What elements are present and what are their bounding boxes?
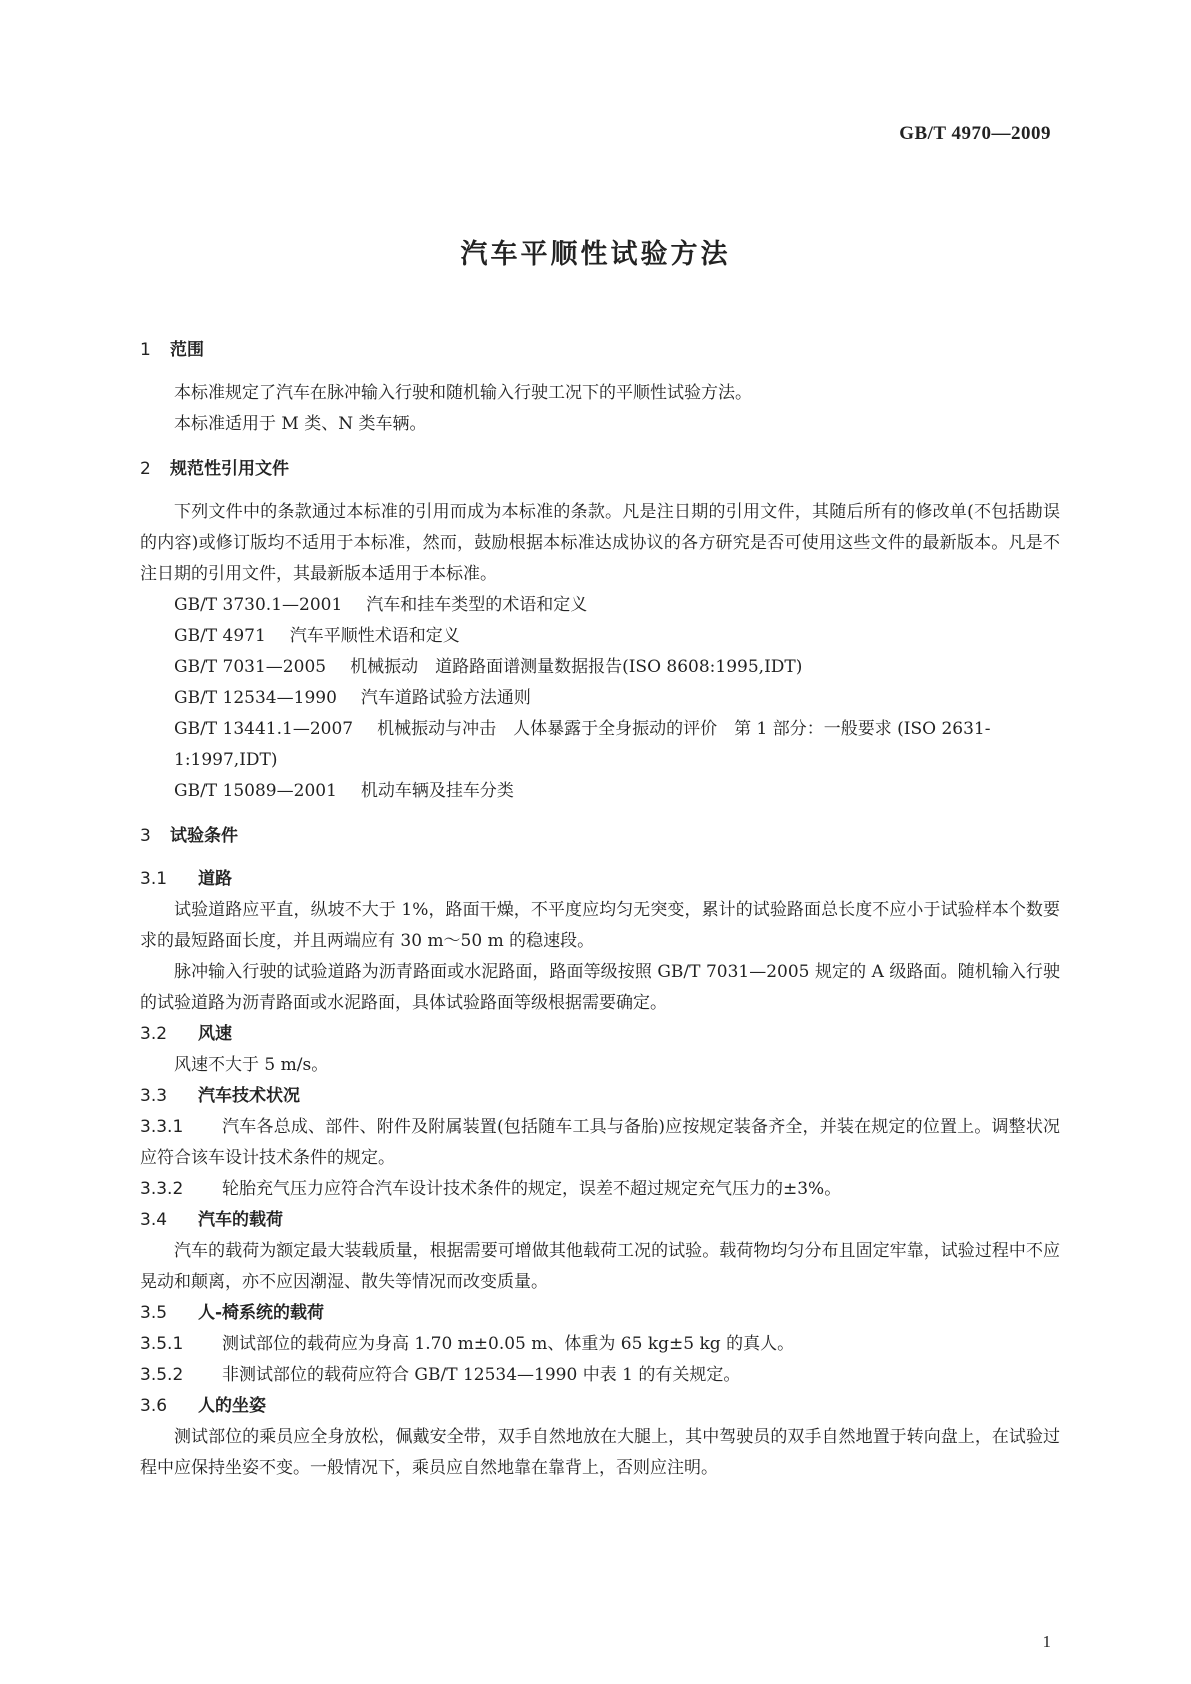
paragraph: 脉冲输入行驶的试验道路为沥青路面或水泥路面，路面等级按照 GB/T 7031—2005 规定的 A 级路面。随机输入行驶的试验道路为沥青路面或水泥路面，具体试验路面等级根据需要确定。 <box>140 962 1060 1013</box>
subsection-number: 3.3 <box>140 1086 168 1106</box>
reference-title: 机械振动 道路路面谱测量数据报告(ISO 8608:1995,IDT) <box>350 657 803 677</box>
reference-title: 机械振动与冲击 人体暴露于全身振动的评价 第 1 部分：一般要求 (ISO 2631-1:1997,IDT) <box>174 719 991 770</box>
reference-code: GB/T 13441.1—2007 <box>174 719 354 739</box>
section-title: 规范性引用文件 <box>170 459 289 479</box>
subsection-number: 3.1 <box>140 869 168 889</box>
subsection-number: 3.6 <box>140 1396 168 1416</box>
document-body <box>140 335 1060 1484</box>
clause-number: 3.5.2 <box>140 1365 184 1385</box>
document-title: 汽车平顺性试验方法 <box>460 239 731 270</box>
reference-item <box>140 621 1060 652</box>
subsection-number: 3.5 <box>140 1303 168 1323</box>
reference-title: 机动车辆及挂车分类 <box>360 781 514 801</box>
section-title: 试验条件 <box>170 826 238 846</box>
paragraph: 本标准规定了汽车在脉冲输入行驶和随机输入行驶工况下的平顺性试验方法。 <box>174 383 752 403</box>
reference-item <box>140 683 1060 714</box>
subsection-title: 风速 <box>198 1024 232 1044</box>
clause-text: 轮胎充气压力应符合汽车设计技术条件的规定，误差不超过规定充气压力的±3%。 <box>222 1179 842 1199</box>
subsection-title: 人-椅系统的载荷 <box>198 1303 325 1323</box>
subsection-3-2-heading <box>140 1019 1060 1050</box>
section-3-heading <box>140 821 1060 852</box>
reference-item <box>140 652 1060 683</box>
reference-title: 汽车和挂车类型的术语和定义 <box>366 595 588 615</box>
clause-number: 3.3.2 <box>140 1179 184 1199</box>
subsection-title: 汽车技术状况 <box>198 1086 300 1106</box>
clause <box>140 1112 1060 1174</box>
reference-item <box>140 776 1060 807</box>
clause-text: 测试部位的载荷应为身高 1.70 m±0.05 m、体重为 65 kg±5 kg 的真人。 <box>222 1334 795 1354</box>
paragraph: 本标准适用于 M 类、N 类车辆。 <box>174 414 427 434</box>
clause-text: 汽车各总成、部件、附件及附属装置(包括随车工具与备胎)应按规定装备齐全，并装在规定的位置上。调整状况应符合该车设计技术条件的规定。 <box>140 1117 1060 1168</box>
section-number: 1 <box>140 340 151 360</box>
section-1-heading <box>140 335 1060 366</box>
subsection-3-4-heading <box>140 1205 1060 1236</box>
subsection-title: 道路 <box>198 869 232 889</box>
clause <box>140 1329 1060 1360</box>
subsection-3-5-heading <box>140 1298 1060 1329</box>
subsection-number: 3.2 <box>140 1024 168 1044</box>
reference-title: 汽车道路试验方法通则 <box>360 688 531 708</box>
clause-number: 3.3.1 <box>140 1117 184 1137</box>
subsection-title: 汽车的载荷 <box>198 1210 283 1230</box>
subsection-3-6-heading <box>140 1391 1060 1422</box>
section-2-heading <box>140 454 1060 485</box>
section-number: 2 <box>140 459 151 479</box>
reference-item <box>140 714 1060 776</box>
clause-text: 非测试部位的载荷应符合 GB/T 12534—1990 中表 1 的有关规定。 <box>222 1365 741 1385</box>
paragraph: 试验道路应平直，纵坡不大于 1%，路面干燥，不平度应均匀无突变，累计的试验路面总长度不应小于试验样本个数要求的最短路面长度，并且两端应有 30 m～50 m 的稳速段。 <box>140 900 1060 951</box>
paragraph: 测试部位的乘员应全身放松，佩戴安全带，双手自然地放在大腿上，其中驾驶员的双手自然地置于转向盘上，在试验过程中应保持坐姿不变。一般情况下，乘员应自然地靠在靠背上，否则应注明。 <box>140 1427 1060 1478</box>
subsection-3-3-heading <box>140 1081 1060 1112</box>
reference-code: GB/T 12534—1990 <box>174 688 337 708</box>
subsection-3-1-heading <box>140 864 1060 895</box>
subsection-title: 人的坐姿 <box>198 1396 266 1416</box>
clause-number: 3.5.1 <box>140 1334 184 1354</box>
section-number: 3 <box>140 826 151 846</box>
reference-code: GB/T 15089—2001 <box>174 781 337 801</box>
reference-title: 汽车平顺性术语和定义 <box>289 626 460 646</box>
paragraph: 汽车的载荷为额定最大装载质量，根据需要可增做其他载荷工况的试验。载荷物均匀分布且固定牢靠，试验过程中不应晃动和颠离，亦不应因潮湿、散失等情况而改变质量。 <box>140 1241 1060 1292</box>
reference-item <box>140 590 1060 621</box>
page-number: 1 <box>1042 1632 1051 1651</box>
clause <box>140 1360 1060 1391</box>
subsection-number: 3.4 <box>140 1210 168 1230</box>
section-title: 范围 <box>170 340 204 360</box>
paragraph: 风速不大于 5 m/s。 <box>174 1055 329 1075</box>
reference-code: GB/T 4971 <box>174 626 266 646</box>
standard-code: GB/T 4970—2009 <box>899 123 1051 144</box>
clause <box>140 1174 1060 1205</box>
paragraph: 下列文件中的条款通过本标准的引用而成为本标准的条款。凡是注日期的引用文件，其随后所有的修改单(不包括勘误的内容)或修订版均不适用于本标准，然而，鼓励根据本标准达成协议的各方研究是否可使用这些文件的最新版本。凡是不注日期的引用文件，其最新版本适用于本标准。 <box>140 502 1060 584</box>
reference-code: GB/T 7031—2005 <box>174 657 327 677</box>
reference-code: GB/T 3730.1—2001 <box>174 595 343 615</box>
